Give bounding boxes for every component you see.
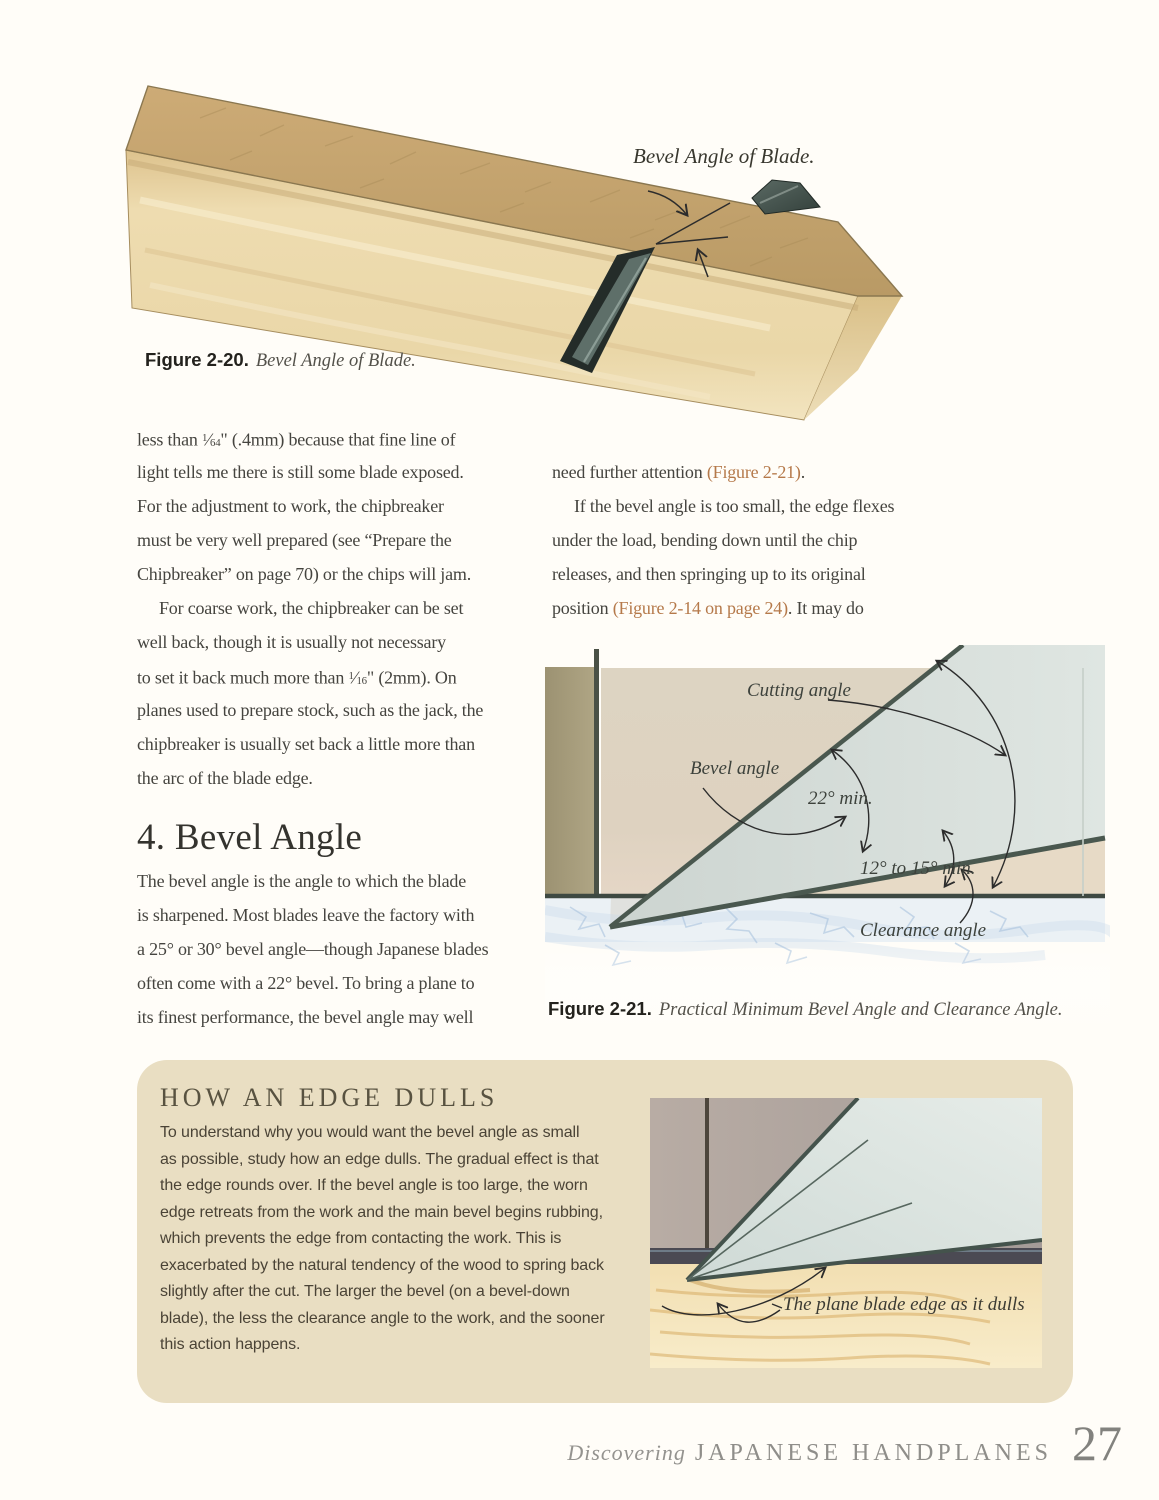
text-line xyxy=(160,1306,640,1333)
text-segment: light tells me there is still some blade exposed. xyxy=(137,462,464,482)
text-segment: ⁄ xyxy=(353,667,357,688)
text-segment: For coarse work, the chipbreaker can be set xyxy=(159,598,464,618)
text-segment: this action happens. xyxy=(160,1336,301,1353)
text-segment: need further attention xyxy=(552,462,707,482)
text-segment: the edge rounds over. If the bevel angle is too large, the worn xyxy=(160,1177,588,1194)
label-22-min: 22° min. xyxy=(808,788,873,809)
text-segment: 1 xyxy=(202,432,208,444)
text-segment: exacerbated by the natural tendency of the wood to spring back xyxy=(160,1256,604,1274)
text-segment: planes used to prepare stock, such as the jack, the xyxy=(137,700,484,720)
text-line xyxy=(137,898,547,932)
text-line xyxy=(137,761,547,795)
text-line xyxy=(137,421,547,455)
text-line xyxy=(137,489,547,523)
dai-body-strip xyxy=(545,667,597,897)
figure-2-20-caption xyxy=(145,349,416,372)
label-cutting-angle: Cutting angle xyxy=(747,680,851,701)
text-line xyxy=(137,659,547,693)
text-segment: often come with a 22° bevel. To bring a plane to xyxy=(137,973,475,993)
text-line xyxy=(137,864,547,898)
label-bevel-angle: Bevel angle xyxy=(690,758,780,779)
text-line xyxy=(552,523,952,557)
text-line xyxy=(552,489,952,523)
text-segment: which prevents the edge from contacting the work. This is xyxy=(160,1230,562,1247)
text-line xyxy=(160,1226,640,1253)
text-line xyxy=(137,727,547,761)
text-segment: less than xyxy=(137,429,202,450)
text-segment: a 25° or 30° bevel angle—though Japanese blades xyxy=(137,939,489,959)
text-line xyxy=(137,966,547,1000)
text-line xyxy=(160,1279,640,1306)
figure-2-21-caption-text: Practical Minimum Bevel Angle and Clearance Angle. xyxy=(658,1000,1063,1020)
figure-cross-reference-link[interactable]: (Figure 2-14 on page 24) xyxy=(612,598,788,618)
blade-top-icon xyxy=(752,180,820,214)
text-segment: releases, and then springing up to its original xyxy=(552,564,866,584)
text-line xyxy=(160,1120,640,1147)
footer-book-title-italic: Discovering xyxy=(567,1440,686,1465)
text-segment: the arc of the blade edge. xyxy=(137,768,313,788)
text-segment: chipbreaker is usually set back a little more than xyxy=(137,734,475,754)
figure-2-20-label: Bevel Angle of Blade. xyxy=(633,144,815,168)
figure-2-20-caption-number: Figure 2-20. xyxy=(145,349,249,370)
figure-2-20-illustration xyxy=(110,70,960,440)
text-segment: ⁄ xyxy=(207,429,211,450)
text-line xyxy=(137,625,547,659)
text-segment: is sharpened. Most blades leave the factory with xyxy=(137,905,475,925)
text-segment: its finest performance, the bevel angle may well xyxy=(137,1007,474,1027)
text-line xyxy=(160,1173,640,1200)
figure-2-21-caption xyxy=(548,998,1063,1021)
left-column-paragraph-1 xyxy=(137,421,547,795)
text-segment: Chipbreaker” on page 70) or the chips will jam. xyxy=(137,564,471,584)
figure-cross-reference-link[interactable]: (Figure 2-21) xyxy=(706,462,801,482)
text-line xyxy=(137,591,547,625)
text-segment: edge retreats from the work and the main bevel begins rubbing, xyxy=(160,1203,603,1221)
text-segment: The bevel angle is the angle to which the blade xyxy=(137,871,466,891)
text-line xyxy=(137,557,547,591)
page-footer xyxy=(567,1415,1122,1471)
footer-book-title-caps: JAPANESE HANDPLANES xyxy=(694,1440,1052,1466)
text-segment: as possible, study how an edge dulls. The gradual effect is that xyxy=(160,1150,599,1168)
text-line xyxy=(160,1253,640,1280)
text-segment: . xyxy=(800,462,806,482)
label-12-15-min: 12° to 15° min. xyxy=(860,858,976,879)
text-segment: under the load, bending down until the chip xyxy=(552,530,858,550)
figure-2-20-caption-text: Bevel Angle of Blade. xyxy=(255,351,416,371)
edge-dulls-label: The plane blade edge as it dulls xyxy=(783,1294,1025,1315)
text-segment: well back, though it is usually not necessary xyxy=(137,632,446,652)
text-segment: If the bevel angle is too small, the edge flexes xyxy=(574,496,895,516)
right-column-paragraph xyxy=(552,455,952,625)
text-segment: to set it back much more than xyxy=(137,667,349,688)
text-segment: slightly after the cut. The larger the bevel (on a bevel-down xyxy=(160,1283,570,1300)
dai-edge-line xyxy=(594,649,599,897)
page-number: 27 xyxy=(1072,1415,1122,1471)
text-line xyxy=(160,1332,640,1359)
text-line xyxy=(160,1200,640,1227)
text-segment: . It may do xyxy=(787,598,864,618)
section-heading: 4. Bevel Angle xyxy=(137,817,363,858)
sidebar-box-text xyxy=(160,1120,640,1359)
text-line xyxy=(137,693,547,727)
text-segment: blade), the less the clearance angle to the work, and the sooner xyxy=(160,1309,605,1327)
text-line xyxy=(137,455,547,489)
text-segment: 1 xyxy=(348,670,354,682)
figure-2-21-caption-number: Figure 2-21. xyxy=(548,998,652,1019)
figure-2-21-illustration xyxy=(545,645,1110,1030)
text-line xyxy=(137,1000,547,1034)
text-segment: 64 xyxy=(210,436,221,449)
text-segment: " (.4mm) because that fine line of xyxy=(220,429,456,450)
text-line xyxy=(160,1147,640,1174)
text-line xyxy=(552,455,952,489)
text-line xyxy=(137,523,547,557)
sidebar-box-heading: HOW AN EDGE DULLS xyxy=(160,1083,499,1112)
text-line xyxy=(137,932,547,966)
edge-dulls-illustration xyxy=(650,1098,1042,1368)
text-line xyxy=(552,591,952,625)
text-segment: To understand why you would want the bevel angle as small xyxy=(160,1124,580,1141)
text-segment: position xyxy=(552,598,613,618)
text-segment: 16 xyxy=(356,674,367,687)
text-line xyxy=(552,557,952,591)
dai-wall-line xyxy=(705,1098,709,1250)
text-segment: must be very well prepared (see “Prepare the xyxy=(137,530,452,550)
text-segment: For the adjustment to work, the chipbreaker xyxy=(137,496,444,516)
label-clearance-angle: Clearance angle xyxy=(860,920,987,941)
left-column-paragraph-2 xyxy=(137,864,547,1034)
text-segment: " (2mm). On xyxy=(366,667,457,688)
